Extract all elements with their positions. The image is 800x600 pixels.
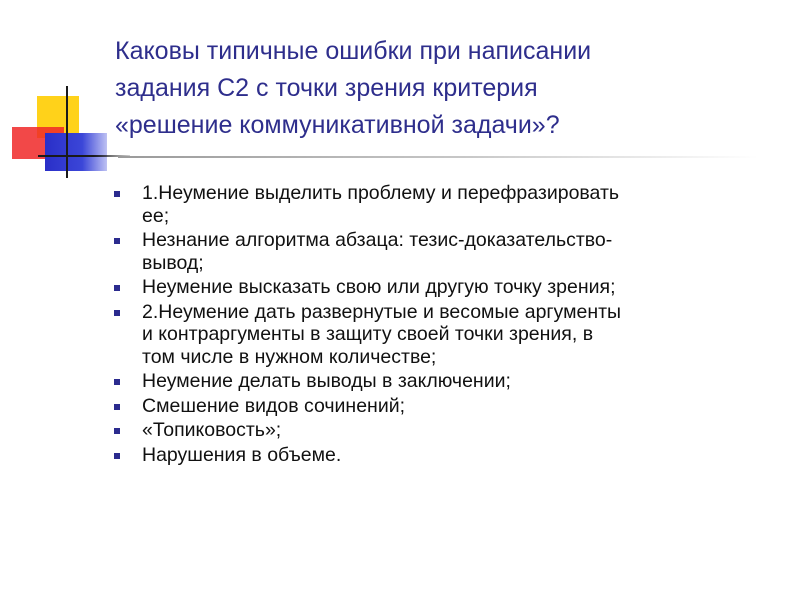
ornament-vertical-line [66,86,68,178]
list-item-text [142,444,782,467]
list-item-line: Неумение делать выводы в заключении; [142,370,511,392]
list-item-line: ее; [142,204,170,227]
error-list [112,182,782,468]
ornament-horizontal-line [38,155,130,157]
square-bullet-icon [114,453,120,459]
list-item [112,370,782,393]
list-item-line: Неумение высказать свою или другую точку зрения; [142,276,616,298]
list-item-line: 1.Неумение выделить проблему и перефразировать [142,182,620,204]
square-bullet-icon [114,191,120,197]
list-item-text [142,419,782,442]
list-item [112,444,782,467]
list-item [112,229,782,274]
list-item [112,182,782,227]
list-item-line: Смешение видов сочинений; [142,394,406,417]
list-item-line: вывод; [142,251,204,274]
list-item-line: и контраргументы в защиту своей точки зрения, в [142,323,594,345]
title-divider [118,156,758,158]
title-line: Каковы типичные ошибки при написании [115,37,592,65]
list-item-text [142,301,782,369]
list-item [112,395,782,418]
list-item-line: том числе в нужном количестве; [142,345,437,368]
corner-ornament [0,0,130,190]
list-item [112,419,782,442]
square-bullet-icon [114,404,120,410]
square-bullet-icon [114,310,120,316]
square-bullet-icon [114,285,120,291]
ornament-blue-block [45,133,107,171]
list-item [112,276,782,299]
list-item-line: «Топиковость»; [142,419,282,441]
title-line: задания С2 с точки зрения критерия [115,74,538,102]
list-item-line: 2.Неумение дать развернутые и весомые аргументы [142,300,622,323]
list-item-text [142,229,782,274]
list-item-text [142,276,782,299]
list-item-text [142,395,782,418]
list-item-line: Нарушения в объеме. [142,443,342,466]
list-item [112,301,782,369]
list-item-line: Незнание алгоритма абзаца: тезис-доказательство- [142,229,613,251]
square-bullet-icon [114,238,120,244]
list-item-text [142,370,782,393]
list-item-text [142,182,782,227]
square-bullet-icon [114,428,120,434]
title-line: «решение коммуникативной задачи»? [115,111,560,139]
square-bullet-icon [114,379,120,385]
slide-title [115,33,775,144]
